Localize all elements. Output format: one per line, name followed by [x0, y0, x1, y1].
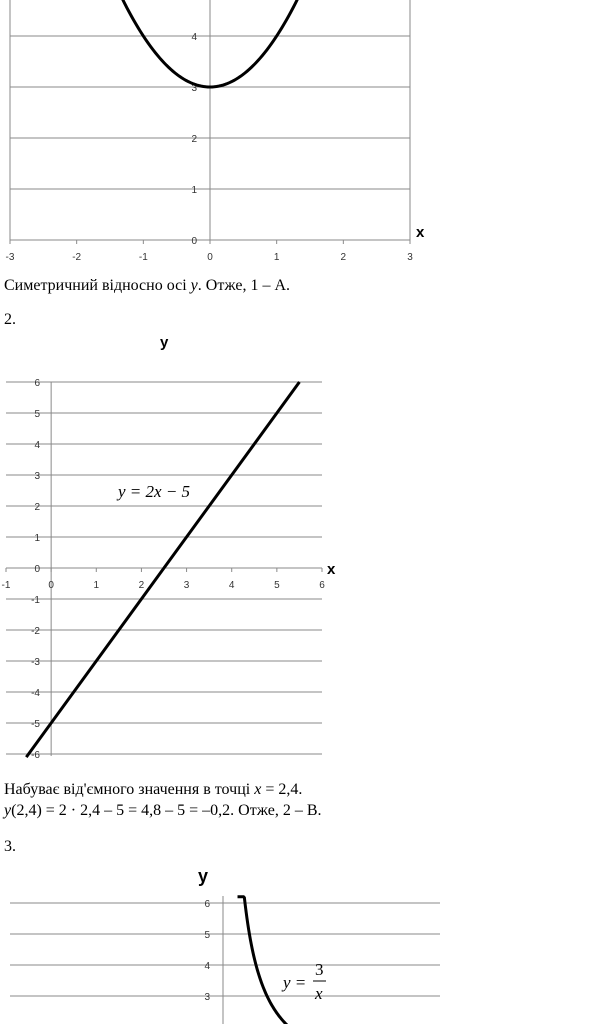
x-axis-label: x: [416, 224, 425, 241]
chart-parabola: [0, 0, 600, 270]
y-tick-label: 1: [191, 185, 197, 196]
answer-2-calc: (2,4) = 2 · 2,4 – 5 = 4,8 – 5 = –0,2. Отже, 2 – В.: [11, 802, 322, 819]
y-tick-label: 1: [34, 533, 40, 544]
x-tick-label: 0: [48, 580, 54, 591]
x-tick-label: 3: [183, 580, 190, 591]
formula-lhs: y =: [283, 973, 307, 992]
y-tick-label: -6: [31, 750, 40, 761]
x-tick-label: 1: [93, 580, 100, 591]
y-axis-label: y: [160, 334, 169, 351]
y-tick-label: 5: [34, 409, 40, 420]
answer-1-prefix: Симетричний відносно осі: [4, 277, 187, 294]
x-tick-label: 5: [274, 580, 280, 591]
y-tick-label: 0: [34, 564, 40, 575]
y-tick-label: 4: [34, 440, 40, 451]
grid-lines: [10, 0, 410, 244]
answer-2-line-1: [4, 780, 302, 800]
grid-lines: [10, 896, 440, 1024]
x-tick-label: 4: [228, 580, 235, 591]
answer-1-text: [4, 276, 290, 296]
y-tick-label: 6: [34, 378, 40, 389]
x-tick-label: 1: [273, 252, 280, 263]
y-tick-label: 3: [204, 992, 210, 1003]
y-tick-label: -4: [31, 688, 40, 699]
hyperbola-curve: [238, 897, 289, 1024]
y-tick-label: 2: [34, 502, 40, 513]
x-tick-label: -1: [138, 252, 148, 263]
y-tick-label: -1: [31, 595, 40, 606]
y-axis-label: y: [198, 866, 209, 886]
y-tick-label: 5: [204, 930, 210, 941]
x-tick-label: 0: [207, 252, 213, 263]
answer-2-pre: Набуває від'ємного значення в точці: [4, 781, 255, 798]
tick-labels: [204, 899, 210, 1024]
item-number-2: 2.: [4, 311, 16, 328]
x-tick-label: 3: [407, 252, 413, 263]
y-tick-label: 0: [191, 236, 197, 247]
x-tick-label: -1: [1, 580, 11, 591]
formula-numerator: 3: [315, 960, 324, 979]
y-tick-label: 6: [204, 899, 210, 910]
answer-2-var-x: x: [254, 781, 262, 798]
x-tick-label: 2: [340, 252, 347, 263]
item-number-3: 3.: [4, 838, 16, 855]
y-tick-label: 4: [204, 961, 210, 972]
chart-hyperbola: [0, 860, 600, 1024]
line-y-2x-5: [26, 382, 299, 757]
answer-2-post: = 2,4.: [261, 781, 303, 798]
y-tick-label: -5: [31, 719, 40, 730]
y-tick-label: 3: [191, 83, 197, 94]
y-tick-label: 3: [34, 471, 40, 482]
y-tick-label: 4: [191, 32, 197, 43]
answer-2-line-2: [4, 801, 322, 821]
chart-line: [0, 330, 600, 770]
x-tick-label: 2: [138, 580, 145, 591]
answer-1-suffix: . Отже, 1 – А.: [197, 277, 291, 294]
y-tick-label: 2: [191, 134, 197, 145]
x-tick-label: 6: [319, 580, 325, 591]
y-tick-label: -3: [31, 657, 40, 668]
y-tick-label: -2: [31, 626, 40, 637]
x-tick-label: -3: [5, 252, 15, 263]
x-tick-label: -2: [72, 252, 82, 263]
formula-denominator: x: [315, 984, 323, 1003]
x-axis-label: x: [327, 561, 336, 578]
line-formula: y = 2x − 5: [118, 482, 191, 501]
answer-1-var: y: [190, 277, 198, 294]
tick-labels: [6, 32, 414, 263]
answer-2-var-y: y: [4, 802, 12, 819]
